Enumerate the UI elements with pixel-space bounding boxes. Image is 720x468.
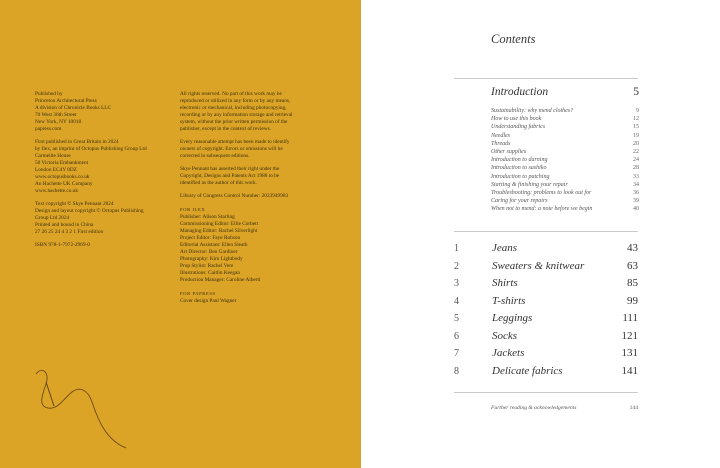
papress-credits: Cover design Paul Wagner <box>180 298 237 304</box>
chapter-entry[interactable]: 4 T-shirts 99 <box>454 294 638 307</box>
uk-publisher-info: First published in Great Britain in 2024 by Ilex, an imprint of Octopus Publishing Group Ltd Carmelite House 50 Victoria Embankment London EC4Y 0DZ www.octopusbooks.co.uk An Hachette UK Company www.hachette.co.uk <box>35 139 147 194</box>
library-of-congress: Library of Congress Control Number: 2023949983 <box>180 193 289 199</box>
chapter-entry[interactable]: 8 Delicate fabrics 141 <box>454 364 638 377</box>
intro-subsection-list <box>491 107 639 213</box>
divider-bottom <box>454 392 638 393</box>
author-rights: Skye Pennant has asserted their right under the Copyright, Designs and Patents Act 1988 to be identified as the author of this work. <box>180 166 280 186</box>
toc-entry[interactable]: Sustainability: why mend clothes? 9 <box>491 108 639 114</box>
chapter-entry[interactable]: 1 Jeans 43 <box>454 242 638 254</box>
toc-entry[interactable]: Threads 20 <box>491 140 639 147</box>
toc-entry[interactable]: Introduction to sashiko 28 <box>491 165 639 172</box>
divider-top <box>454 78 638 79</box>
ilex-heading: FOR ILEX <box>180 207 206 212</box>
toc-entry[interactable]: Troubleshooting: problems to look out for 36 <box>491 189 639 196</box>
right-page-contents <box>361 0 720 468</box>
imprint-column-1 <box>35 91 177 255</box>
intro-title[interactable]: Introduction <box>491 86 549 98</box>
papress-heading: FOR PAPRESS <box>180 291 216 296</box>
publisher-info: Published by Princeton Architectural Press A division of Chronicle Books LLC 70 West 36th Street New York, NY 10018 papress.com <box>35 91 112 132</box>
chapter-entry[interactable]: 5 Leggings 111 <box>454 312 638 324</box>
intro-page-number: 5 <box>633 86 639 98</box>
chapter-list <box>454 240 638 380</box>
imprint-column-2 <box>180 91 340 311</box>
divider-middle <box>454 231 638 232</box>
toc-entry[interactable]: Other supplies 22 <box>491 148 639 155</box>
toc-entry[interactable]: Needles 19 <box>491 132 639 139</box>
toc-entry[interactable]: When not to mend: a note before we begin 40 <box>491 206 639 213</box>
chapter-entry[interactable]: 6 Socks 121 <box>454 329 638 342</box>
copyright-owners-note: Every reasonable attempt has been made to identify owners of copyright. Errors or omissions will be corrected in subsequent editions. <box>180 139 290 159</box>
chapter-entry[interactable]: 2 Sweaters & knitwear 63 <box>454 259 638 272</box>
chapter-entry[interactable]: 7 Jackets 131 <box>454 347 638 359</box>
further-reading-entry[interactable]: Further reading & acknowledgements 144 <box>491 405 638 411</box>
toc-entry[interactable]: Caring for your repairs 39 <box>491 198 639 205</box>
copyright-info: Text copyright © Skye Pennant 2024 Design and layout copyright © Octopus Publishing Group Ltd 2024 Printed and bound in China 27 26 25 24 4 3 2 1 First edition <box>35 201 144 235</box>
toc-entry[interactable]: How to use this book 12 <box>491 116 639 123</box>
contents-title: Contents <box>491 32 536 46</box>
isbn: ISBN 978-1-7972-2969-0 <box>35 242 90 248</box>
ilex-credits: Publisher: Alison Starling Commissioning Editor: Ellie Corbett Managing Editor: Rachel Silverlight Project Editor: Faye Robson Editorial Assistant: Ellen Sleath Art Director: Ben Gardiner Photography: Kim Lightbody Prop Stylist: Rachel Vere Illustrations: Caitlin Keegan Production Manager: Caroline Alberti <box>180 214 261 283</box>
toc-entry[interactable]: Introduction to patching 33 <box>491 173 639 180</box>
needle-thread-illustration <box>28 362 148 452</box>
rights-reserved: All rights reserved. No part of this work may be reproduced or utilized in any form or by any means, electronic or mechanical, including photocopying, recording or by any information storage and retrieval system, without the prior written permission of the publisher, except in the context of reviews. <box>180 91 293 132</box>
toc-entry[interactable]: Understanding fabrics 15 <box>491 124 639 131</box>
toc-entry[interactable]: Starting & finishing your repair 34 <box>491 181 639 188</box>
chapter-entry[interactable]: 3 Shirts 85 <box>454 277 638 289</box>
toc-entry[interactable]: Introduction to darning 24 <box>491 157 639 164</box>
